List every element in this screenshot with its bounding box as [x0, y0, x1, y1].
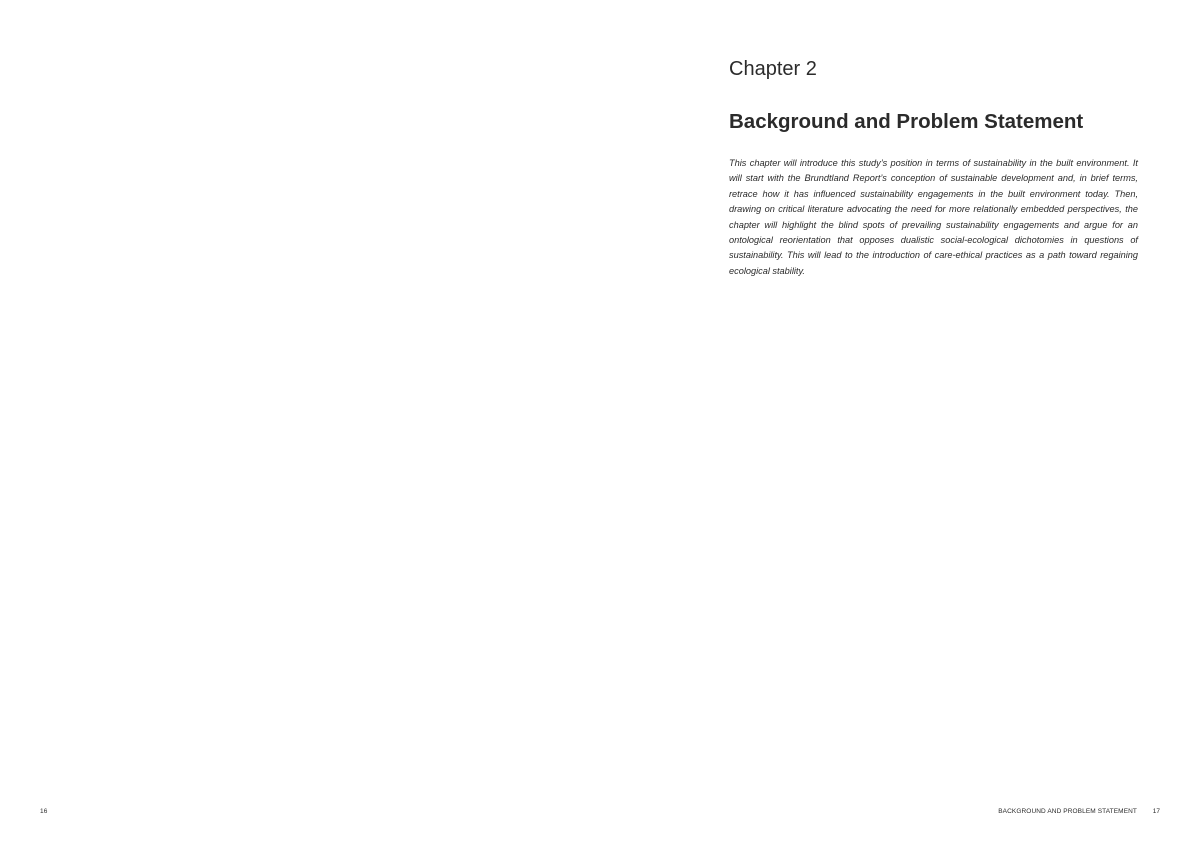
right-page [600, 0, 1200, 849]
right-page-number: 17 [1152, 808, 1160, 815]
chapter-label: Chapter 2 [729, 58, 817, 80]
chapter-intro-paragraph: This chapter will introduce this study’s position in terms of sustainability in the built environment. It will start with the Brundtland Report’s conception of sustainable development and, in brief terms, retrace how it has influenced sustainability engagements in the built environment today. Then, drawing on critical literature advocating the need for more relationally embedded perspectives, the chapter will highlight the blind spots of prevailing sustainability engagements and argue for an ontological reorientation that opposes dualistic social-ecological dichotomies in questions of sustainability. This will lead to the introduction of care-ethical practices as a path toward regaining ecological stability. [729, 158, 1138, 276]
chapter-title: Background and Problem Statement [729, 110, 1084, 133]
left-page-number: 16 [40, 808, 48, 815]
running-head: BACKGROUND AND PROBLEM STATEMENT [998, 808, 1137, 815]
